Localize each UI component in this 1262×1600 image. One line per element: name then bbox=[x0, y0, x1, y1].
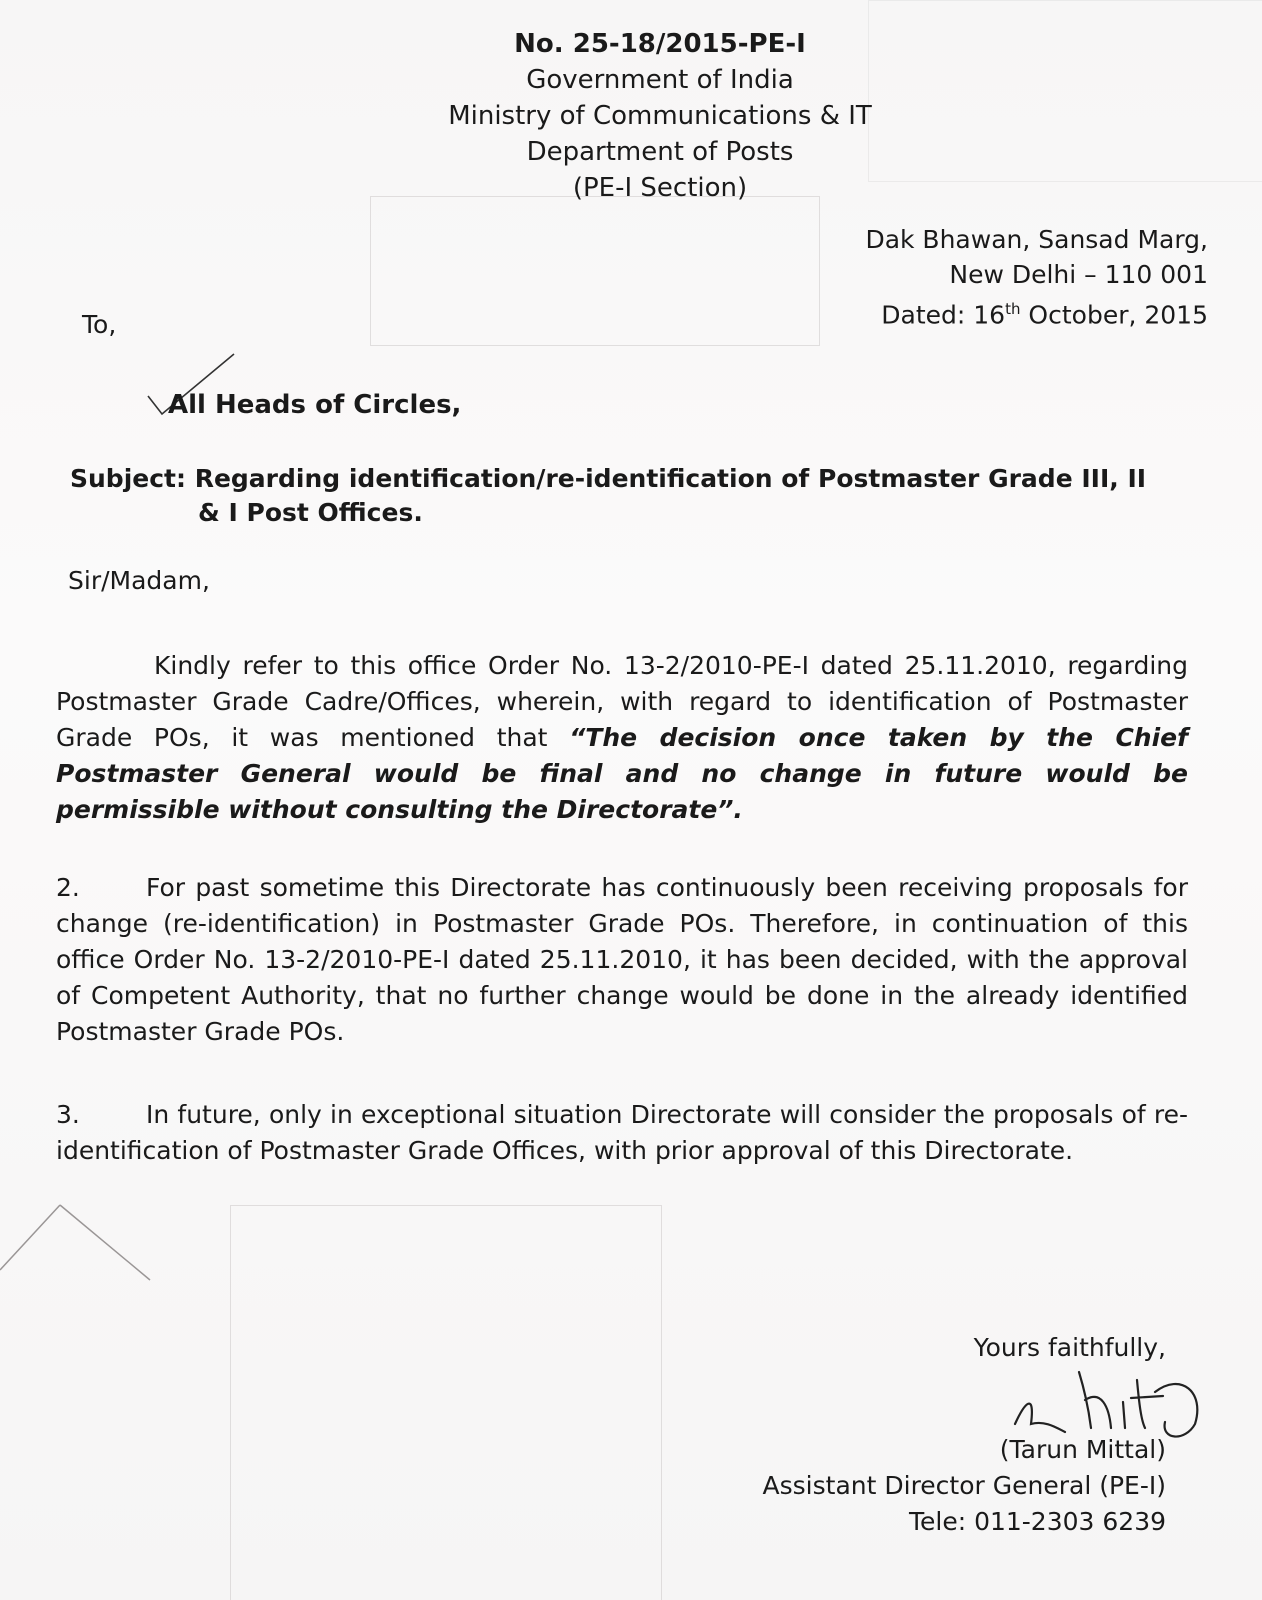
address-line: New Delhi – 110 001 bbox=[949, 260, 1208, 289]
paragraph-text: Kindly refer to this office Order No. 13-2/2010-PE-I dated 25.11.2010, regarding Postmaster Grade Cadre/Offices, wherein, with regard to identification of Postmaster Grade POs, it was mentioned that bbox=[56, 651, 1188, 752]
paragraph-number: 2. bbox=[56, 873, 80, 902]
show-through-box bbox=[370, 196, 820, 346]
paragraph-3 bbox=[56, 1097, 1188, 1169]
closing: Yours faithfully, bbox=[973, 1333, 1166, 1362]
letterhead-line: (PE-I Section) bbox=[572, 173, 748, 203]
to-label: To, bbox=[82, 310, 117, 339]
file-number: No. 25-18/2015-PE-I bbox=[514, 29, 806, 59]
letterhead bbox=[400, 26, 920, 206]
show-through-box bbox=[230, 1205, 662, 1600]
paragraph-1 bbox=[56, 648, 1188, 828]
sender-address bbox=[865, 222, 1208, 332]
show-through-box bbox=[868, 0, 1262, 182]
letterhead-line: Ministry of Communications & IT bbox=[448, 101, 872, 131]
addressee: All Heads of Circles, bbox=[168, 390, 462, 420]
letterhead-line: Department of Posts bbox=[526, 137, 794, 167]
subject-line: Subject: Regarding identification/re-identification of Postmaster Grade III, II bbox=[70, 464, 1147, 493]
paragraph-2 bbox=[56, 870, 1188, 1050]
address-line: Dak Bhawan, Sansad Marg, bbox=[865, 225, 1208, 254]
signatory-designation: Assistant Director General (PE-I) bbox=[762, 1471, 1166, 1500]
quoted-text: “The decision once taken by the Chief Postmaster General would be final and no change in future would be permissible without consulting the Directorate”. bbox=[56, 723, 1189, 824]
telephone: Tele: 011-2303 6239 bbox=[908, 1507, 1166, 1536]
scan-mark bbox=[0, 1200, 160, 1290]
salutation: Sir/Madam, bbox=[68, 566, 210, 595]
date-line: Dated: 16th October, 2015 bbox=[881, 300, 1208, 330]
paragraph-number: 3. bbox=[56, 1100, 80, 1129]
paragraph-text: For past sometime this Directorate has continuously been receiving proposals for change (re-identification) in Postmaster Grade POs. Therefore, in continuation of this office Order No. 13-2/2010-PE-I dated 25.11.2010, it has been decided, with the approval of Competent Authority, that no further change would be done in the already identified Postmaster Grade POs. bbox=[56, 873, 1188, 1046]
subject-line: & I Post Offices. bbox=[198, 498, 423, 527]
signatory-name: (Tarun Mittal) bbox=[999, 1435, 1166, 1464]
paragraph-text: In future, only in exceptional situation Directorate will consider the proposals of re-identification of Postmaster Grade Offices, with prior approval of this Directorate. bbox=[56, 1100, 1188, 1165]
signature-block bbox=[646, 1330, 1166, 1540]
letterhead-line: Government of India bbox=[526, 65, 794, 95]
subject bbox=[70, 462, 1210, 530]
